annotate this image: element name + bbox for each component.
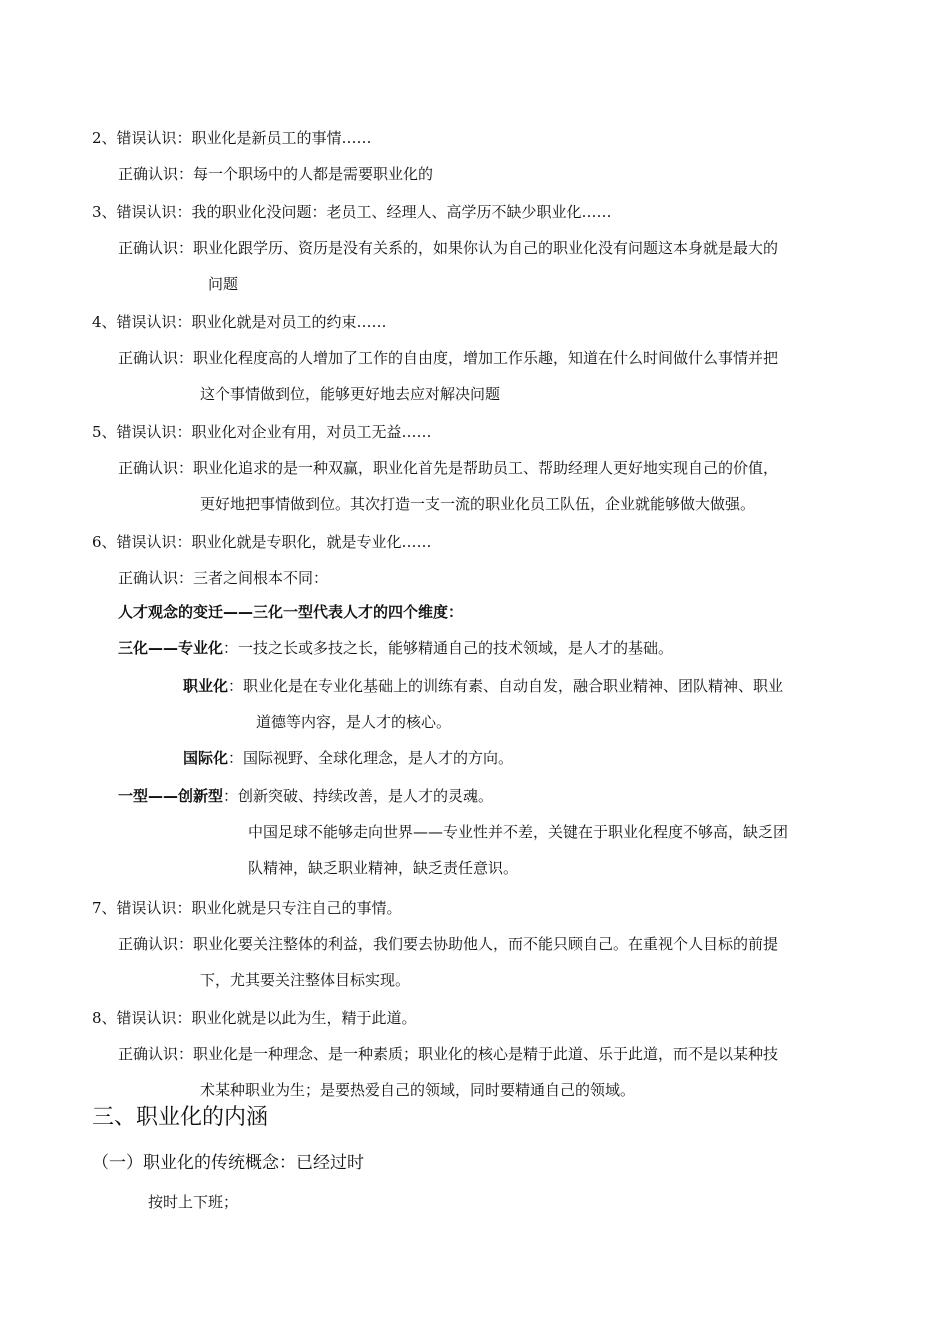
talent-guoji-label: 国际化: [183, 749, 229, 767]
correct-3-line2: 问题: [208, 275, 239, 293]
correct-7-line2: 下，尤其要关注整体目标实现。: [200, 971, 411, 989]
correct-3-line1: 正确认识：职业化跟学历、资历是没有关系的，如果你认为自己的职业化没有问题这本身就是最大的: [118, 239, 779, 257]
mistake-2: 2、错误认识：职业化是新员工的事情……: [92, 129, 372, 147]
talent-chuangxin: [118, 786, 493, 806]
talent-guoji-text: ：国际视野、全球化理念，是人才的方向。: [228, 749, 514, 767]
correct-5-line1: 正确认识：职业化追求的是一种双赢，职业化首先是帮助员工、帮助经理人更好地实现自己的价值，: [118, 459, 779, 477]
talent-guoji: [183, 748, 513, 768]
mistake-3: 3、错误认识：我的职业化没问题：老员工、经理人、高学历不缺少职业化……: [92, 203, 612, 221]
section-item: 按时上下班；: [148, 1193, 239, 1211]
correct-8-line2: 术某种职业为生；是要热爱自己的领域，同时要精通自己的领域。: [200, 1081, 636, 1099]
talent-zhiye-text-2: 道德等内容，是人才的核心。: [256, 713, 452, 731]
football-line2: 队精神，缺乏职业精神，缺乏责任意识。: [248, 859, 519, 877]
mistake-8: 8、错误认识：职业化就是以此为生，精于此道。: [92, 1009, 417, 1027]
correct-5-line2: 更好地把事情做到位。其次打造一支一流的职业化员工队伍，企业就能够做大做强。: [200, 495, 756, 513]
talent-chuangxin-label: 一型——创新型: [118, 787, 224, 805]
correct-2: 正确认识：每一个职场中的人都是需要职业化的: [118, 165, 434, 183]
correct-4-line2: 这个事情做到位，能够更好地去应对解决问题: [200, 385, 501, 403]
correct-6: 正确认识：三者之间根本不同：: [118, 569, 329, 587]
correct-7-line1: 正确认识：职业化要关注整体的利益，我们要去协助他人，而不能只顾自己。在重视个人目标的前提: [118, 935, 779, 953]
section-subtitle: （一）职业化的传统概念：已经过时: [92, 1153, 364, 1173]
talent-zhuanye-label: 三化——专业化: [118, 639, 224, 657]
mistake-4: 4、错误认识：职业化就是对员工的约束……: [92, 313, 387, 331]
mistake-6: 6、错误认识：职业化就是专职化，就是专业化……: [92, 533, 432, 551]
talent-zhiye-text-1: ：职业化是在专业化基础上的训练有素、自动自发，融合职业精神、团队精神、职业: [228, 677, 784, 695]
mistake-7: 7、错误认识：职业化就是只专注自己的事情。: [92, 899, 402, 917]
talent-zhuanye: [118, 638, 673, 658]
mistake-5: 5、错误认识：职业化对企业有用，对员工无益……: [92, 423, 432, 441]
football-line1: 中国足球不能够走向世界——专业性并不差，关键在于职业化程度不够高，缺乏团: [248, 823, 789, 841]
correct-8-line1: 正确认识：职业化是一种理念、是一种素质；职业化的核心是精于此道、乐于此道，而不是以某种技: [118, 1045, 779, 1063]
talent-zhiye-label: 职业化: [183, 677, 229, 695]
talent-chuangxin-text: ：创新突破、持续改善，是人才的灵魂。: [223, 787, 494, 805]
talent-zhiye: [183, 676, 783, 696]
talent-heading: 人才观念的变迁——三化一型代表人才的四个维度：: [118, 603, 464, 621]
talent-zhuanye-text: ：一技之长或多技之长，能够精通自己的技术领域，是人才的基础。: [223, 639, 674, 657]
correct-4-line1: 正确认识：职业化程度高的人增加了工作的自由度，增加工作乐趣，知道在什么时间做什么事情并把: [118, 349, 779, 367]
section-title: 三、职业化的内涵: [92, 1105, 269, 1130]
